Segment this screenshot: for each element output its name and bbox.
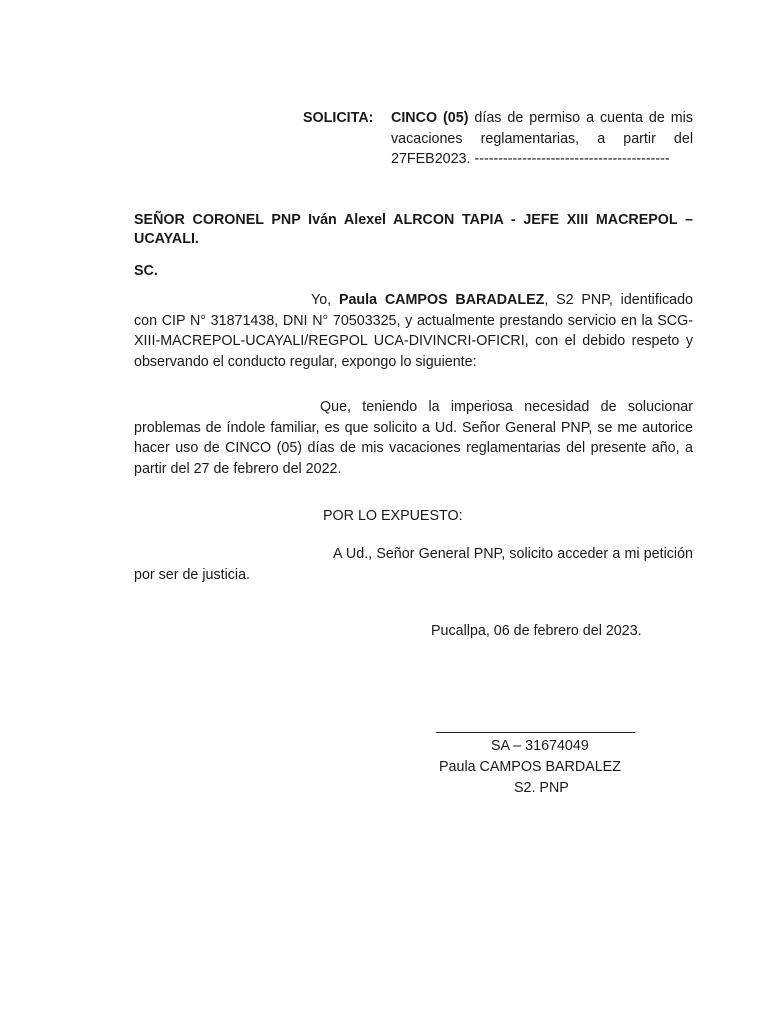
para2-text: Que, teniendo la imperiosa necesidad de solucionar problemas de índole familiar, es que solicito a Ud. Señor General PNP, se me autorice hacer uso de CINCO (05) días de mis vacaciones reglamentarias del presente año, a partir del 27 de febrero del 2022. xyxy=(134,399,693,478)
paragraph-identification xyxy=(134,290,693,373)
para1-rest: , S2 PNP, identificado con CIP N° 31871438, DNI N° 70503325, y actualmente prestando servicio en la SCG-XIII-MACREPOL-UCAYALI/REGPOL UCA-DIVINCRI-OFICRI, con el debido respeto y observando el conducto regular, expongo lo siguiente: xyxy=(134,292,693,371)
peticion-text: A Ud., Señor General PNP, solicito acceder a mi petición por ser de justicia. xyxy=(134,546,693,583)
signature-name: Paula CAMPOS BARDALEZ xyxy=(439,759,621,775)
por-lo-expuesto: POR LO EXPUESTO: xyxy=(323,508,463,524)
addressee: SEÑOR CORONEL PNP Iván Alexel ALRCON TAPIA - JEFE XIII MACREPOL – UCAYALI. xyxy=(134,212,693,247)
signature-code: SA – 31674049 xyxy=(491,738,589,754)
signature-rank: S2. PNP xyxy=(514,780,569,796)
sc-label: SC. xyxy=(134,263,158,279)
solicita-bold-part: CINCO (05) xyxy=(391,110,469,126)
place-date: Pucallpa, 06 de febrero del 2023. xyxy=(431,623,642,639)
signature-line: ___________________________ xyxy=(436,718,635,734)
paragraph-petition xyxy=(134,544,693,585)
paragraph-request xyxy=(134,397,693,480)
solicita-label: SOLICITA: xyxy=(303,110,374,126)
applicant-name: Paula CAMPOS BARADALEZ xyxy=(338,292,545,308)
para1-prefix: Yo, xyxy=(311,292,339,308)
solicita-body: días de permiso a cuenta de mis vacaciones reglamentarias, a partir del 27FEB2023. ----------------------------------------- xyxy=(391,110,694,168)
solicita-text xyxy=(391,108,693,170)
